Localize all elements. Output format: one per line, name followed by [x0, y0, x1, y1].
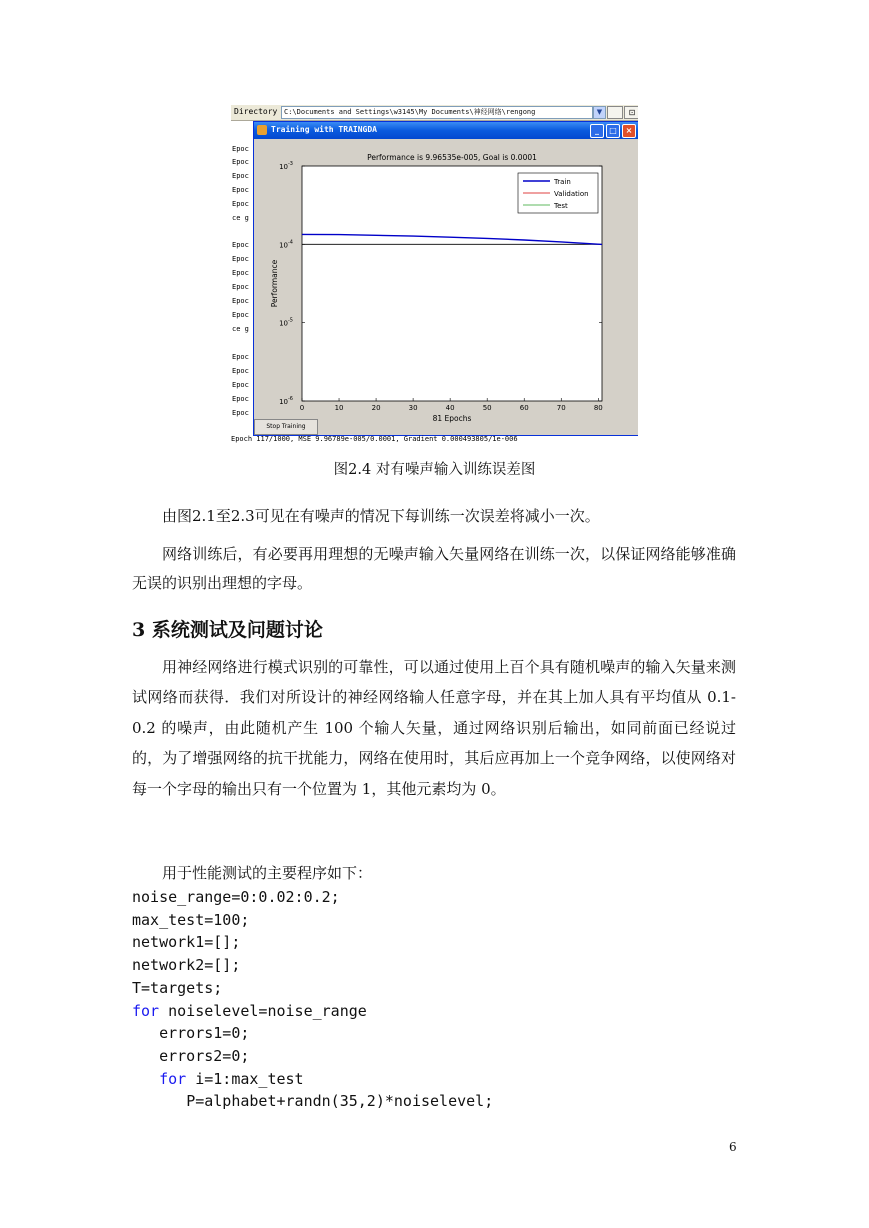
directory-label: Directory	[234, 107, 278, 116]
training-window	[253, 121, 638, 436]
legend-label: Train	[554, 178, 571, 186]
paragraph-1: 由图2.1至2.3可见在有噪声的情况下每训练一次误差将减小一次。	[162, 507, 600, 525]
window-title: Training with TRAINGDA	[271, 125, 377, 134]
x-tick-label: 80	[593, 404, 603, 412]
code-keyword: for	[159, 1069, 187, 1088]
figure-caption: 图2.4 对有噪声输入训练误差图	[333, 462, 536, 478]
window-titlebar	[254, 122, 638, 139]
command-row: Epoc	[232, 186, 249, 194]
code-line: network1=[];	[132, 933, 241, 952]
command-row: Epoc	[232, 255, 249, 263]
command-row: Epoc	[232, 367, 249, 375]
go-up-button[interactable]: ⊡	[624, 106, 638, 119]
y-tick-exponent: -3	[288, 161, 293, 167]
x-tick-label: 0	[299, 404, 305, 412]
command-row: Epoc	[232, 409, 249, 417]
command-row: Epoc	[232, 172, 249, 180]
status-line: Epoch 117/1000, MSE 9.96789e-005/0.0001, Gradient 0.000493805/1e-006	[231, 435, 518, 443]
code-line: errors2=0;	[159, 1046, 250, 1065]
x-tick-label: 60	[519, 404, 529, 412]
code-line: noise_range=0:0.02:0.2;	[132, 888, 340, 906]
paragraph-3: 用神经网络进行模式识别的可靠性，可以通过使用上百个具有随机噪声的输入矢量来测试网络而获得．我们对所设计的神经网络输人任意字母，并在其上加人具有平均值从 0.1-0.2 的噪声，由此随机产生 100 个输人矢量，通过网络识别后输出，如同前面已经说过的，为了增强网络的抗干扰能力，网络在使用时，其后应再加上一个竞争网络，以使网络对每一个字母的输出只有一个位置为 1，其他元素均为 0。	[132, 658, 736, 798]
minimize-icon[interactable]: _	[590, 124, 604, 138]
maximize-icon[interactable]: □	[606, 124, 620, 138]
command-row: Epoc	[232, 283, 249, 291]
command-row: Epoc	[232, 200, 249, 208]
directory-bar	[231, 105, 638, 121]
stop-training-button[interactable]: Stop Training	[254, 419, 318, 435]
matlab-icon	[257, 125, 267, 135]
command-row: Epoc	[232, 297, 249, 305]
code-line: for i=1:max_test	[159, 1069, 304, 1088]
x-axis-label: 81 Epochs	[432, 414, 472, 423]
page-number: 6	[729, 1140, 737, 1154]
command-row: Epoc	[232, 311, 249, 319]
close-icon[interactable]: ×	[622, 124, 636, 138]
x-tick-label: 10	[334, 404, 344, 412]
command-row: Epoc	[232, 381, 249, 389]
code-line: network2=[];	[132, 956, 241, 975]
y-tick-exponent: -4	[288, 239, 293, 246]
code-block	[132, 886, 493, 1113]
browse-folder-button[interactable]	[607, 106, 623, 119]
x-tick-label: 70	[556, 404, 566, 412]
code-line: errors1=0;	[159, 1024, 250, 1043]
command-row: Epoc	[232, 145, 249, 153]
code-line: T=targets;	[132, 978, 223, 997]
paragraph-2: 网络训练后，有必要再用理想的无噪声输入矢量网络在训练一次，以保证网络能够准确无误的识别出理想的字母。	[132, 545, 736, 592]
x-tick-label: 40	[445, 404, 455, 412]
command-row: Epoc	[232, 158, 249, 166]
y-tick-exponent: -5	[288, 317, 293, 324]
legend-label: Validation	[554, 190, 589, 198]
command-row: Epoc	[232, 395, 249, 403]
performance-chart	[254, 139, 638, 435]
figure-area	[254, 139, 638, 435]
command-row: Epoc	[232, 353, 249, 361]
x-tick-label: 50	[482, 404, 492, 412]
code-keyword: for	[132, 1001, 160, 1020]
code-line: P=alphabet+randn(35,2)*noiselevel;	[186, 1092, 494, 1111]
section-heading: 3 系统测试及问题讨论	[132, 619, 323, 641]
directory-path-field[interactable]: C:\Documents and Settings\w3145\My Documents\神经网络\rengong	[281, 106, 593, 119]
y-tick-base: 10	[279, 241, 288, 250]
x-tick-label: 20	[371, 404, 381, 412]
y-axis-label: Performance	[270, 259, 279, 308]
chevron-down-icon[interactable]: ▼	[593, 106, 606, 119]
command-row: Epoc	[232, 269, 249, 277]
command-row: ce g	[232, 214, 249, 222]
command-row: Epoc	[232, 241, 249, 249]
legend-label: Test	[554, 202, 568, 210]
command-row: ce g	[232, 325, 249, 333]
y-tick-base: 10	[279, 163, 288, 171]
paragraph-4: 用于性能测试的主要程序如下：	[162, 864, 373, 882]
y-tick-base: 10	[279, 319, 288, 328]
code-line: for noiselevel=noise_range	[132, 1001, 367, 1020]
code-line: max_test=100;	[132, 910, 250, 929]
x-tick-label: 30	[408, 404, 418, 412]
y-tick-exponent: -6	[288, 396, 293, 402]
chart-title: Performance is 9.96535e-005, Goal is 0.0001	[367, 153, 537, 162]
y-tick-base: 10	[279, 398, 288, 406]
command-window-column	[231, 121, 253, 433]
matlab-screenshot	[231, 105, 638, 448]
